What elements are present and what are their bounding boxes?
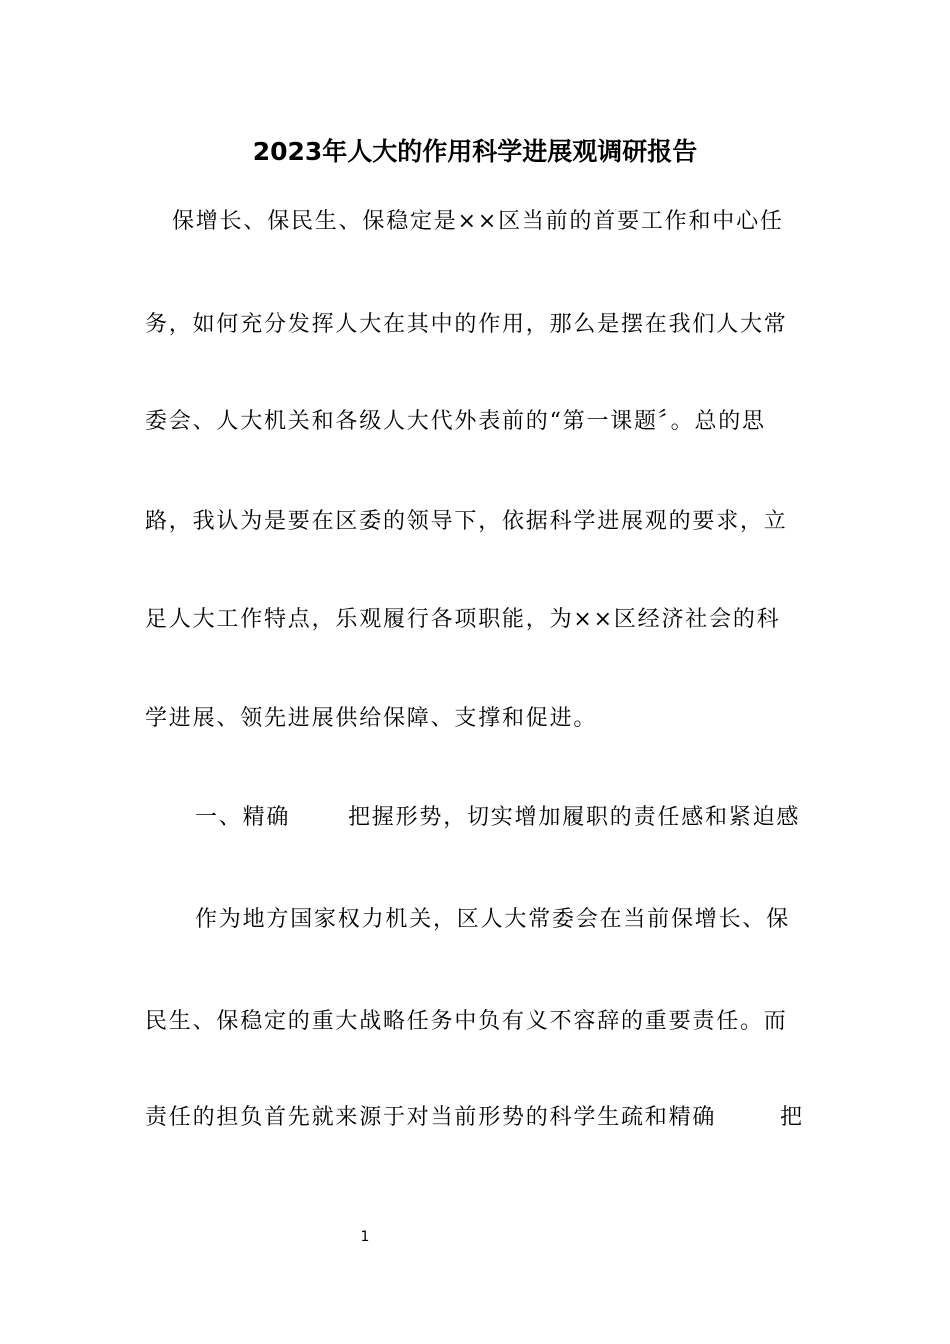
paragraph-line: 路，我认为是要在区委的领导下，依据科学进展观的要求，立 — [145, 509, 788, 534]
section-heading-end: 把握形势，切实增加履职的责任感和紧迫感 — [348, 805, 801, 830]
paragraph-line: 务，如何充分发挥人大在其中的作用，那么是摆在我们人大常 — [145, 312, 788, 337]
paragraph-line: 学进展、领先进展供给保障、支撑和促进。 — [145, 706, 598, 731]
paragraph-line: 委会、人大机关和各级人大代外表前的“第一课题〞。总的思 — [145, 409, 766, 434]
paragraph-line: 作为地方国家权力机关，区人大常委会在当前保增长、保 — [195, 907, 791, 932]
page-number: 1 — [360, 1229, 370, 1245]
document-title: 2023年人大的作用科学进展观调研报告 — [252, 137, 698, 166]
paragraph-line: 保增长、保民生、保稳定是××区当前的首要工作和中心任 — [172, 209, 784, 234]
paragraph-line: 民生、保稳定的重大战略任务中负有义不容辞的重要责任。而 — [145, 1009, 788, 1034]
paragraph-line: 足人大工作特点，乐观履行各项职能，为××区经济社会的科 — [145, 607, 781, 632]
paragraph-line-start: 责任的担负首先就来源于对当前形势的科学生疏和精确 — [145, 1105, 717, 1130]
section-heading-start: 一、精确 — [195, 805, 291, 830]
paragraph-line-end: 把 — [780, 1105, 804, 1130]
